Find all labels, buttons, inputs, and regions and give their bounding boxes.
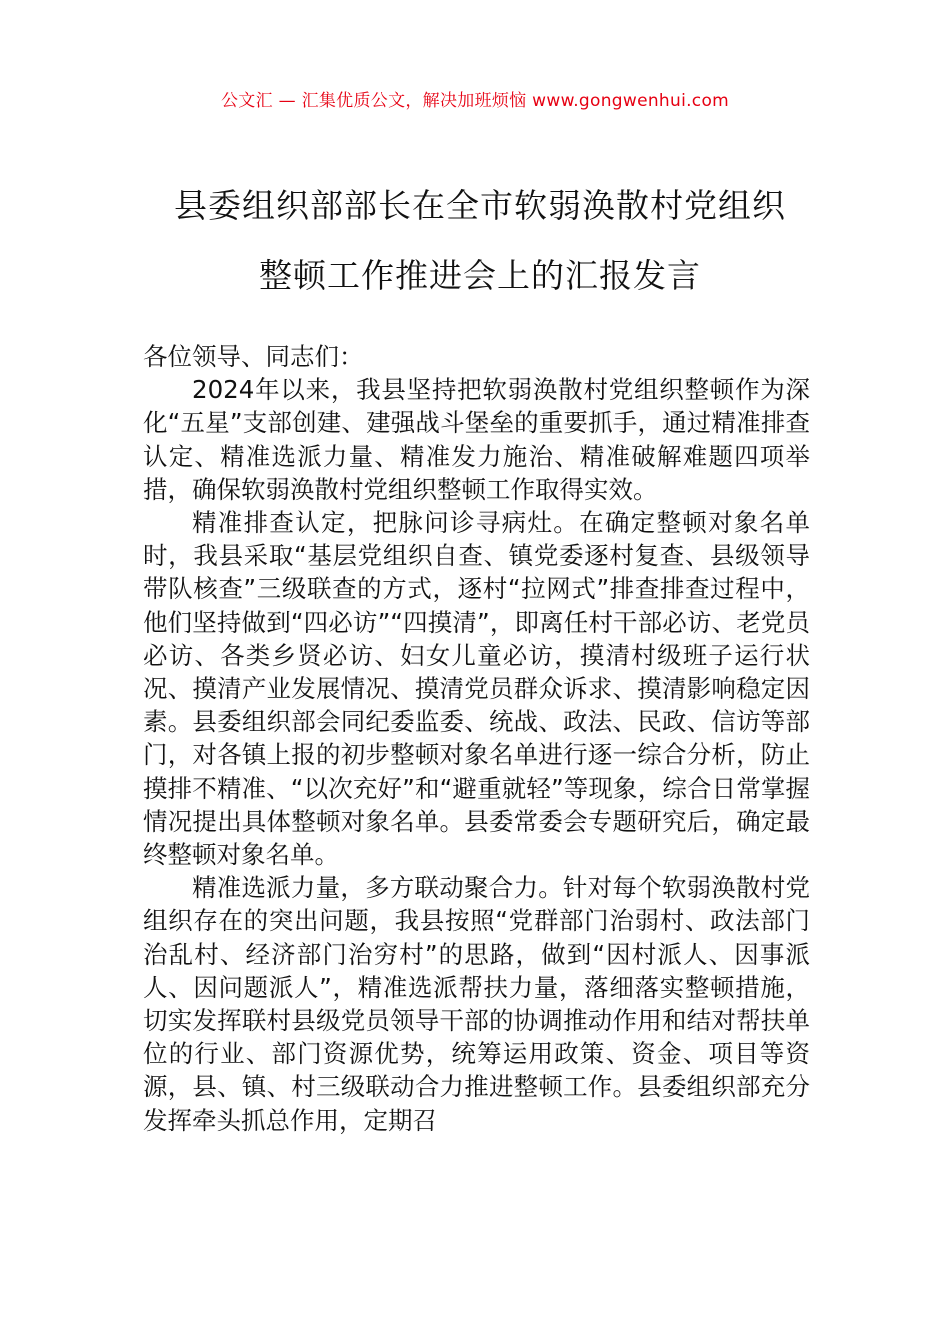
document-title-line-1: 县委组织部部长在全市软弱涣散村党组织 [174, 186, 786, 225]
document-title-line-2: 整顿工作推进会上的汇报发言 [259, 256, 701, 295]
salutation: 各位领导、同志们： [143, 342, 364, 371]
paragraph-intro: 2024年以来，我县坚持把软弱涣散村党组织整顿作为深化“五星”支部创建、建强战斗堡垒的重要抓手，通过精准排查认定、精准选派力量、精准发力施治、精准破解难题四项举措，确保软弱涣散村党组织整顿工作取得实效。 [143, 375, 810, 504]
document-body [143, 340, 810, 1137]
paragraph-dispatch: 精准选派力量，多方联动聚合力。针对每个软弱涣散村党组织存在的突出问题，我县按照“党群部门治弱村、政法部门治乱村、经济部门治穷村”的思路，做到“因村派人、因事派人、因问题派人”，精准选派帮扶力量，落细落实整顿措施，切实发挥联村县级党员领导干部的协调推动作用和结对帮扶单位的行业、部门资源优势，统筹运用政策、资金、项目等资源，县、镇、村三级联动合力推进整顿工作。县委组织部充分发挥牵头抓总作用，定期召 [143, 873, 810, 1135]
paragraph-screening: 精准排查认定，把脉问诊寻病灶。在确定整顿对象名单时，我县采取“基层党组织自查、镇党委逐村复查、县级领导带队核查”三级联查的方式，逐村“拉网式”排查排查过程中，他们坚持做到“四必访”“四摸清”，即离任村干部必访、老党员必访、各类乡贤必访、妇女儿童必访，摸清村级班子运行状况、摸清产业发展情况、摸清党员群众诉求、摸清影响稳定因素。县委组织部会同纪委监委、统战、政法、民政、信访等部门，对各镇上报的初步整顿对象名单进行逐一综合分析，防止摸排不精准、“以次充好”和“避重就轻”等现象，综合日常掌握情况提出具体整顿对象名单。县委常委会专题研究后，确定最终整顿对象名单。 [143, 508, 810, 870]
header-banner: 公文汇 — 汇集优质公文，解决加班烦恼 www.gongwenhui.com [220, 91, 730, 111]
